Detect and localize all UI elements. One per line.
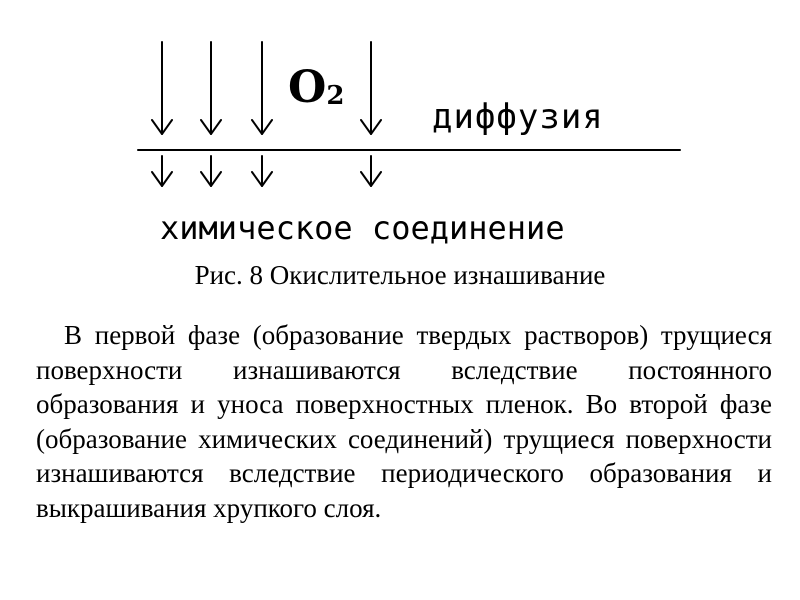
diffusion-arrow — [361, 156, 381, 186]
diffusion-label: диффузия — [432, 97, 604, 137]
compound-label: химическое соединение — [160, 209, 565, 247]
diffusion-arrow — [252, 156, 272, 186]
body-paragraph: В первой фазе (образование твердых растворов) трущиеся поверхности изнашиваются вследствие постоянного образования и уноса поверхностных пленок. Во второй фазе (образование химических соединений) трущиеся поверхности изнашиваются вследствие периодического образования и выкрашивания хрупкого слоя. — [36, 320, 772, 523]
figure-caption: Рис. 8 Окислительное изнашивание — [194, 260, 606, 290]
oxygen-symbol: O — [288, 62, 327, 113]
oxygen-arrow — [361, 42, 381, 134]
diffusion-arrow — [201, 156, 221, 186]
oxygen-arrow — [201, 42, 221, 134]
oxygen-arrow — [152, 42, 172, 134]
diffusion-arrow — [152, 156, 172, 186]
oxygen-arrow — [252, 42, 272, 134]
oxygen-label — [288, 62, 345, 113]
oxygen-subscript: 2 — [326, 81, 345, 111]
